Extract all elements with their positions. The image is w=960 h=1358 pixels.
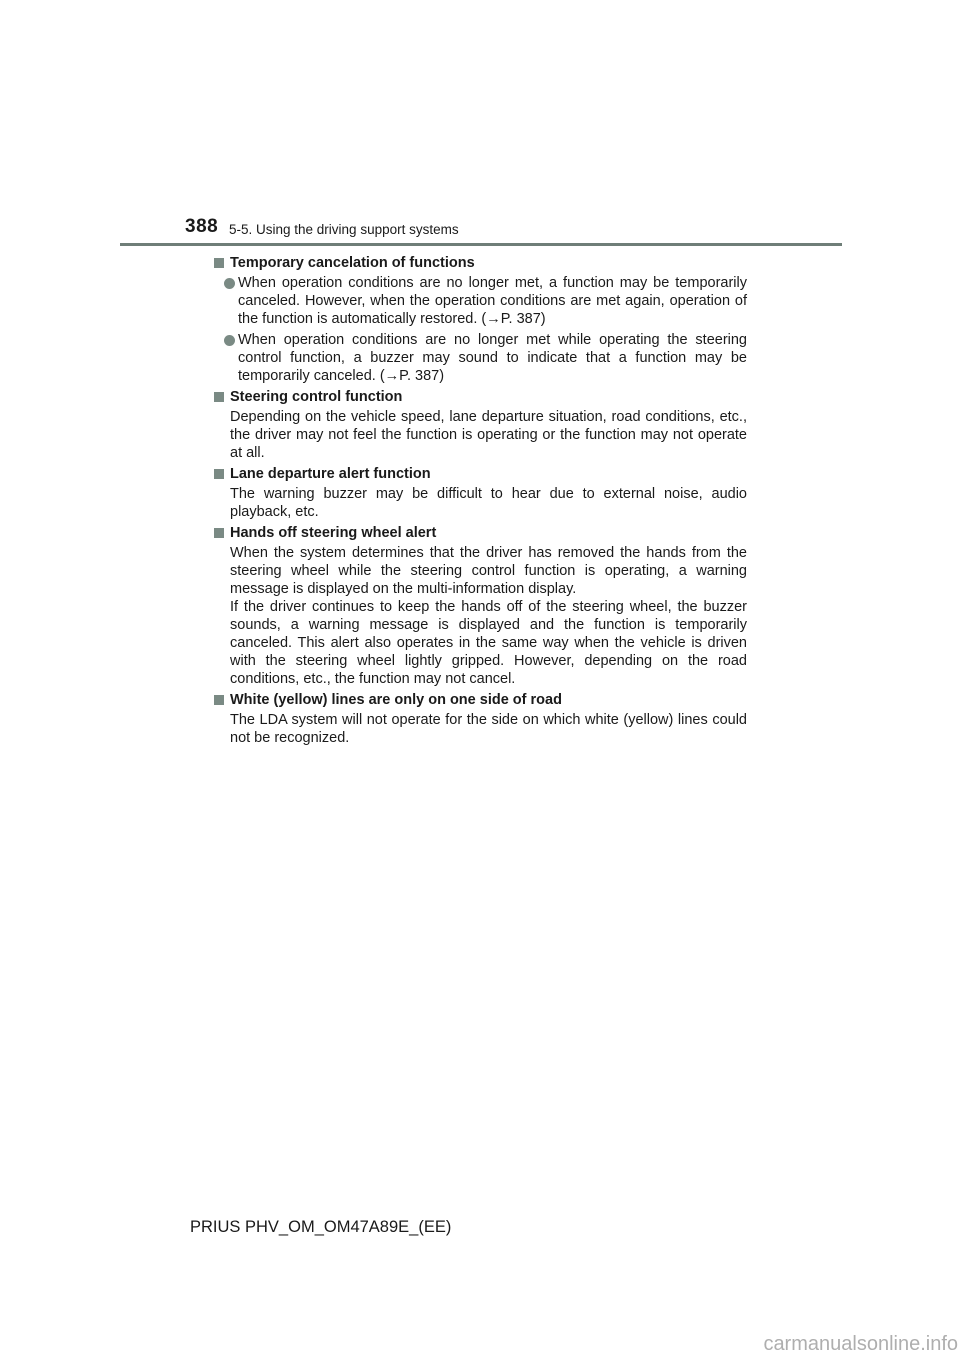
- section-text-continued: If the driver continues to keep the hands off of the steering wheel, the buzzer sounds, a warning message is displayed and the function is temporarily canceled. This alert also operates in the same way when the vehicle is driven with the steering wheel lightly gripped. However, depending on the road conditions, etc., the function may not cancel.: [230, 599, 747, 687]
- section-text: Depending on the vehicle speed, lane departure situation, road conditions, etc., the driver may not feel the function is operating or the function may not operate at all.: [230, 409, 747, 461]
- square-bullet-icon: [214, 528, 224, 538]
- watermark: carmanualsonline.info: [763, 1333, 958, 1355]
- section-heading: Lane departure alert function: [214, 465, 747, 483]
- section-heading: White (yellow) lines are only on one side of road: [214, 691, 747, 709]
- page-number: 388: [185, 216, 219, 237]
- section-heading: Temporary cancelation of functions: [214, 254, 747, 272]
- section-title: 5-5. Using the driving support systems: [229, 222, 459, 237]
- manual-id-footer: PRIUS PHV_OM_OM47A89E_(EE): [190, 1218, 452, 1236]
- section-lane-departure-alert: [214, 465, 747, 521]
- round-bullet-icon: [224, 278, 235, 289]
- section-heading: Steering control function: [214, 388, 747, 406]
- section-text: The warning buzzer may be difficult to hear due to external noise, audio playback, etc.: [230, 486, 747, 520]
- square-bullet-icon: [214, 469, 224, 479]
- header-rule: [120, 243, 842, 246]
- section-hands-off-alert: [214, 524, 747, 688]
- bullet-item: When operation conditions are no longer met, a function may be temporarily canceled. However, when the operation conditions are met again, operation of the function is automatically restored. (→P. 387): [214, 274, 747, 328]
- page-content: [214, 254, 747, 750]
- section-steering-control: [214, 388, 747, 462]
- section-text: The LDA system will not operate for the side on which white (yellow) lines could not be recognized.: [230, 712, 747, 746]
- round-bullet-icon: [224, 335, 235, 346]
- section-temporary-cancelation: [214, 254, 747, 385]
- square-bullet-icon: [214, 392, 224, 402]
- square-bullet-icon: [214, 695, 224, 705]
- square-bullet-icon: [214, 258, 224, 268]
- bullet-item: When operation conditions are no longer met while operating the steering control function, a buzzer may sound to indicate that a function may be temporarily canceled. (→P. 387): [214, 331, 747, 385]
- section-heading: Hands off steering wheel alert: [214, 524, 747, 542]
- section-text: When the system determines that the driver has removed the hands from the steering wheel while the steering control function is operating, a warning message is displayed on the multi-information display.: [230, 545, 747, 597]
- section-white-yellow-lines: [214, 691, 747, 747]
